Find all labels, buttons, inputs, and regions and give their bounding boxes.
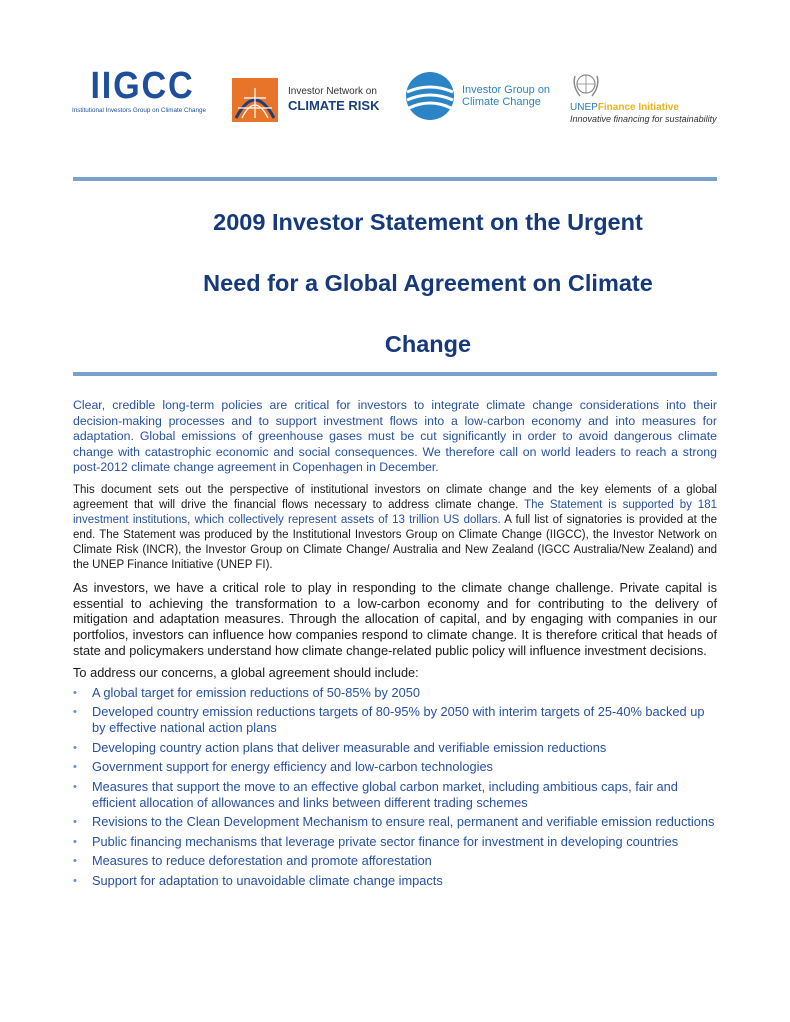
iigcc-logo-subtitle: Institutional Investors Group on Climate Change [72,107,207,114]
requirements-list [73,685,717,889]
list-item [73,834,717,850]
igcc-logo-line2: Climate Change [462,96,541,108]
list-item-text: Revisions to the Clean Development Mechanism to ensure real, permanent and verifiable emission reductions [92,814,715,830]
bullet-icon: • [73,741,77,754]
list-item [73,685,717,701]
context-text-2: A full list of signatories is provided at the end. The Statement was produced by the Institutional Investors Group on Climate Change (IIGCC), the Investor Network on Climate Risk (INCR), the Investor Group on Climate Change/ Australia and New Zealand (IGCC Australia/New Zealand) and the UNEP Finance Initiative (UNEP FI). [73,513,717,571]
list-item [73,704,717,736]
wave-globe-icon [404,70,456,122]
unep-fi-logo-name [570,102,679,113]
incr-logo-line2: CLIMATE RISK [288,98,380,113]
un-emblem-icon [570,70,602,100]
page-title [148,192,708,375]
unep-highlight: Finance Initiative [597,102,679,113]
list-item-text: Measures to reduce deforestation and promote afforestation [92,853,432,869]
bullet-icon: • [73,874,77,887]
intro-paragraph: Clear, credible long-term policies are critical for investors to integrate climate change considerations into their decision-making processes and to support investment flows into a low-carbon economy and into measures for adaptation. Global emissions of greenhouse gases must be cut significantly in order to avoid dangerous climate change with catastrophic economic and social consequences. We therefore call on world leaders to reach a strong post-2012 climate change agreement in Copenhagen in December. [73,398,717,474]
title-line-2: Need for a Global Agreement on Climate [203,270,653,296]
list-lead: To address our concerns, a global agreement should include: [73,664,419,680]
title-line-3: Change [384,331,472,357]
list-item-text: Public financing mechanisms that leverage private sector finance for investment in developing countries [92,833,679,849]
iigcc-logo-mark: IIGCC [90,65,195,107]
globe-icon [232,78,278,122]
list-item [73,873,717,889]
list-item [73,759,717,775]
bullet-icon: • [73,780,77,793]
bullet-icon: • [73,686,77,699]
bullet-icon: • [73,855,77,868]
bullet-icon: • [73,835,77,848]
list-item-text: Government support for energy efficiency and low-carbon technologies [92,759,493,775]
bullet-icon: • [73,761,77,774]
list-item [73,779,717,811]
bullet-icon: • [73,816,77,829]
iigcc-logo [72,66,214,114]
list-item [73,853,717,869]
statement-body [73,398,717,892]
unep-fi-tagline: Innovative financing for sustainability [570,114,717,124]
list-item-text: Developing country action plans that deliver measurable and verifiable emission reductions [92,739,607,755]
list-item-text: Developed country emission reductions targets of 80-95% by 2050 with interim targets of 25-40% backed up by effective national action plans [92,704,705,736]
title-line-1: 2009 Investor Statement on the Urgent [213,209,643,235]
bullet-icon: • [73,706,77,719]
bottom-divider [73,372,717,376]
context-paragraph [73,483,717,574]
list-item [73,814,717,830]
incr-logo-line1: Investor Network on [288,86,377,97]
list-item-text: Support for adaptation to unavoidable climate change impacts [92,872,443,888]
signatories-highlight: The Statement is supported by 181 investment institutions, which collectively represent assets of 13 trillion US dollars. [73,498,717,526]
igcc-logo-line1: Investor Group on [462,84,551,96]
role-paragraph: As investors, we have a critical role to play in responding to the climate change challenge. Private capital is essential to achieving the transformation to a low-carbon economy and for contributing to the delivery of mitigation and adaptation measures. Through the allocation of capital, and by engaging with companies in our portfolios, investors can influence how companies respond to climate change. It is therefore critical that heads of state and policymakers understand how climate change-related public policy will influence investment decisions. [73,580,717,658]
context-text-1: This document sets out the perspective of institutional investors on climate change and the key elements of a global agreement that will drive the financial flows necessary to address climate change. [73,483,717,511]
list-item [73,740,717,756]
unep-prefix: UNEP [570,102,598,113]
list-item-text: Measures that support the move to an effective global carbon market, including ambitious caps, fair and efficient allocation of allowances and links between different trading schemes [92,778,678,810]
top-divider [73,177,717,181]
igcc-logo-text [462,84,550,108]
incr-logo [232,78,392,126]
logo-bar [0,66,790,126]
list-item-text: A global target for emission reductions of 50-85% by 2050 [92,684,420,700]
